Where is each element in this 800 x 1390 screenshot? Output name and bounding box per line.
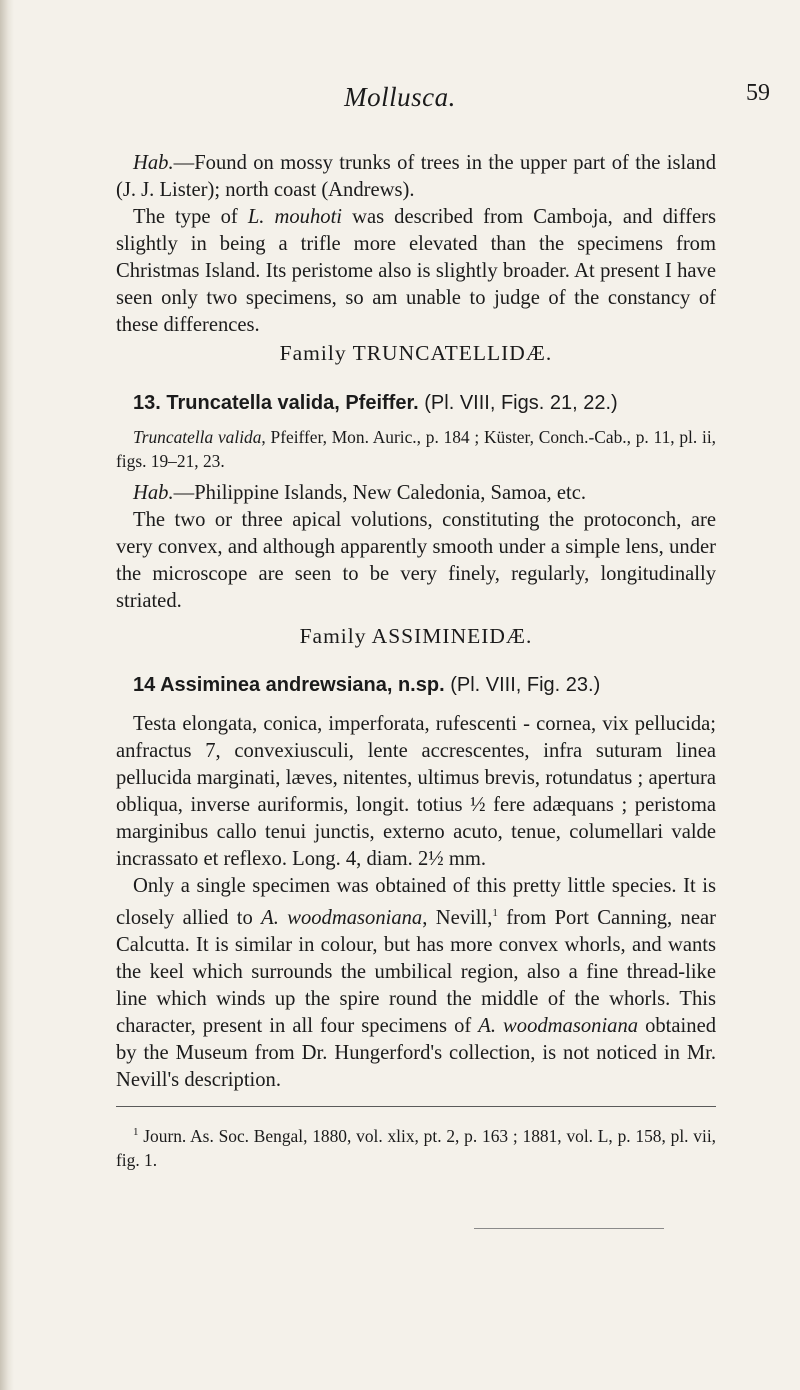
footnote-block bbox=[116, 1120, 716, 1172]
section-assimineidae bbox=[116, 623, 716, 650]
running-title: Mollusca. bbox=[344, 82, 456, 112]
species-name: Truncatella valida, Pfeiffer. bbox=[166, 392, 419, 414]
habitat-paragraph-1 bbox=[116, 150, 716, 204]
text-run: Journ. As. Soc. Bengal, 1880, vol. xlix, pt. 2, p. 163 ; 1881, vol. L, p. 158, pl. vii, fig. 1. bbox=[116, 1125, 716, 1170]
footnote-divider bbox=[116, 1106, 716, 1107]
species-heading-14 bbox=[116, 672, 716, 699]
page-number: 59 bbox=[746, 80, 770, 106]
text-run: , Pfeiffer, Mon. Auric., p. 184 ; Küster, Conch.-Cab., p. 11, pl. ii, figs. 19–21, 23. bbox=[116, 427, 716, 471]
latin-description bbox=[116, 711, 716, 873]
species-14-block bbox=[116, 672, 716, 1094]
species-13-block bbox=[116, 390, 716, 615]
plate-reference: (Pl. VIII, Figs. 21, 22.) bbox=[424, 392, 618, 414]
footnote-marker: 1 bbox=[492, 907, 498, 919]
plate-reference: (Pl. VIII, Fig. 23.) bbox=[450, 674, 601, 696]
remarks-paragraph bbox=[116, 873, 716, 1094]
italic-text: Hab. bbox=[133, 482, 174, 504]
habitat-paragraph-13 bbox=[116, 480, 716, 507]
italic-text: A. woodmasoniana bbox=[261, 906, 423, 929]
footnote-1 bbox=[116, 1120, 716, 1172]
species-number: 14 bbox=[133, 674, 156, 696]
text-run: —Found on mossy trunks of trees in the upper part of the island (J. J. Lister); north coast (Andrews). bbox=[116, 152, 716, 201]
text-run: —Philippine Islands, New Caledonia, Samoa, etc. bbox=[173, 482, 586, 504]
text-run: The type of bbox=[133, 206, 248, 228]
protoconch-paragraph bbox=[116, 507, 716, 615]
text-run: obtained by the Museum from Dr. Hungerford's collection, is not noticed in Mr. Nevill's description. bbox=[116, 1014, 717, 1091]
italic-text: Truncatella valida bbox=[133, 427, 262, 447]
type-comparison-paragraph bbox=[116, 204, 716, 339]
text-block-christmas-island bbox=[116, 150, 716, 339]
text-run: Testa elongata, conica, imperforata, rufescenti - cornea, vix pellucida; anfractus 7, convexiusculi, lente accrescentes, infra suturam linea pellucida marginati, læves, nitentes, ultimus brevis, rotundatus ; apertura obliqua, inverse auriformis, longit. totius ½ fere adæquans ; peristoma marginibus callo tenui junctis, externo acuto, tenue, columellari valde incrassato et reflexo. Long. 4, diam. 2½ mm. bbox=[116, 713, 716, 870]
text-run: from Port Canning, near Calcutta. It is similar in colour, but has more convex whorls, and wants the keel which surrounds the umbilical region, also a fine thread-like line which winds up the spire round the middle of the whorls. This character, present in all four specimens of bbox=[116, 906, 716, 1037]
italic-text: A. woodmasoniana bbox=[478, 1014, 639, 1037]
page-binding-edge bbox=[0, 0, 14, 1390]
species-heading-13 bbox=[116, 390, 716, 417]
text-run: was described from Camboja, and differs slightly in being a trifle more elevated than the specimens from Christmas Island. Its peristome also is slightly broader. At present I have seen only two specimens, so am unable to judge of the constancy of these differences. bbox=[116, 206, 716, 336]
family-heading-assimineidae: Family ASSIMINEIDÆ. bbox=[299, 624, 533, 648]
species-number: 13. bbox=[133, 392, 161, 414]
footnote-marker: 1 bbox=[133, 1126, 139, 1138]
italic-text: Hab. bbox=[133, 152, 174, 174]
family-heading-truncatellidae: Family TRUNCATELLIDÆ. bbox=[279, 341, 553, 365]
end-rule bbox=[474, 1228, 664, 1229]
text-run: , Nevill, bbox=[422, 906, 493, 929]
page-header bbox=[0, 78, 800, 118]
section-truncatellidae bbox=[116, 340, 716, 367]
species-name: Assiminea andrewsiana, n.sp. bbox=[160, 674, 445, 696]
italic-text: L. mouhoti bbox=[247, 206, 343, 228]
text-run: Only a single specimen was obtained of this pretty little species. It is closely allied to bbox=[116, 875, 716, 929]
synonymy-13 bbox=[116, 425, 716, 473]
text-run: The two or three apical volutions, constituting the protoconch, are very convex, and although apparently smooth under a simple lens, under the microscope are seen to be very finely, regularly, longitudinally striated. bbox=[116, 509, 716, 612]
